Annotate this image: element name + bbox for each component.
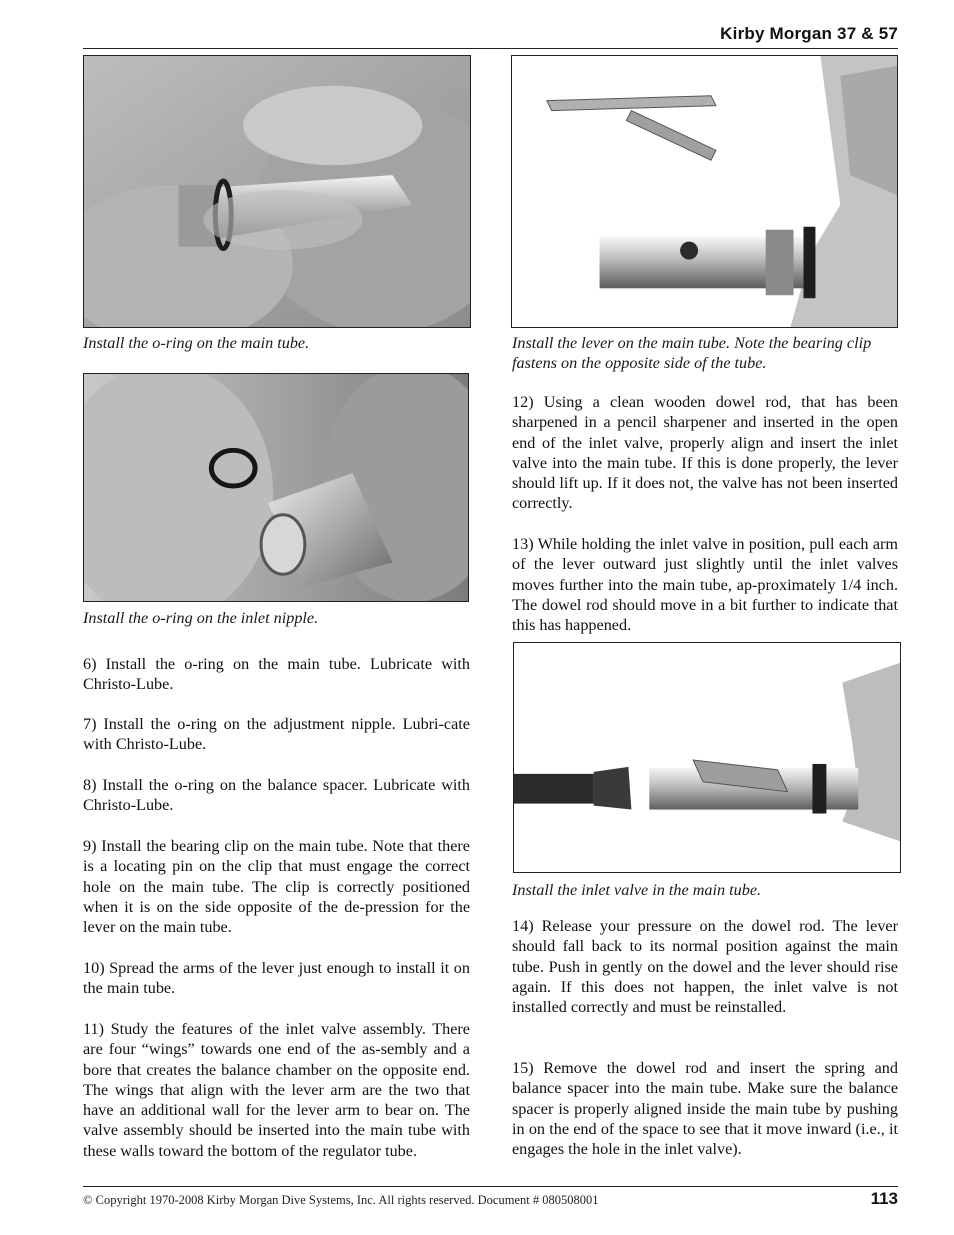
header-rule xyxy=(83,48,898,49)
step-9-text: 9) Install the bearing clip on the main tube. Note that there is a locating pin on the clip that must engage the correct hole on the main tube. The clip is correctly positioned when it is on the side opposite of the de-pression for the lever on the main tube. xyxy=(83,837,470,937)
footer-rule xyxy=(83,1186,898,1187)
photo2-caption: Install the o-ring on the inlet nipple. xyxy=(83,609,319,627)
step-10-text: 10) Spread the arms of the lever just enough to install it on the main tube. xyxy=(83,959,470,998)
photo-inlet-valve-main-tube xyxy=(513,642,901,873)
step-6-text: 6) Install the o-ring on the main tube. Lubricate with Christo-Lube. xyxy=(83,655,470,694)
step-14-text: 14) Release your pressure on the dowel rod. The lever should fall back to its normal position against the main tube. Push in gently on the dowel and the lever should rise again. If this does not happen, the inlet valve is not installed correctly and must be reinstalled. xyxy=(512,917,898,1017)
running-header-title: Kirby Morgan 37 & 57 xyxy=(720,24,898,43)
step-15-text: 15) Remove the dowel rod and insert the spring and balance spacer into the main tube. Make sure the balance spacer is properly aligned inside the main tube by pushing in on the end of the space to see that it move inward (i.e., it engages the hole in the inlet valve). xyxy=(512,1059,898,1159)
step-11-text: 11) Study the features of the inlet valve assembly. There are four “wings” towards one end of the as-sembly and a bore that creates the balance chamber on the opposite end. The wings that align with the lever arm are the two that have an additional wall for the lever arm to bear on. The valve assembly should be inserted into the main tube with these walls toward the bottom of the regulator tube. xyxy=(83,1020,470,1160)
step-7-text: 7) Install the o-ring on the adjustment nipple. Lubri-cate with Christo-Lube. xyxy=(83,715,470,754)
photo1-caption: Install the o-ring on the main tube. xyxy=(83,334,310,352)
step-12-text: 12) Using a clean wooden dowel rod, that has been sharpened in a pencil sharpener and inserted in the open end of the inlet valve, properly align and insert the inlet valve into the main tube. If this is done properly, the lever should lift up. If it does not, the valve has not been inserted correctly. xyxy=(512,393,898,513)
step-8-text: 8) Install the o-ring on the balance spacer. Lubricate with Christo-Lube. xyxy=(83,776,470,815)
step-13-text: 13) While holding the inlet valve in position, pull each arm of the lever outward just slightly until the inlet valves moves further into the main tube, ap-proximately 1/4 inch. The dowel rod should move in a bit further to indicate that this has happened. xyxy=(512,535,898,635)
page-number: 113 xyxy=(870,1189,898,1208)
photo-oring-inlet-nipple xyxy=(83,373,469,602)
photo-lever-main-tube xyxy=(511,55,898,328)
footer-copyright: © Copyright 1970-2008 Kirby Morgan Dive Systems, Inc. All rights reserved. Document # 080508001 xyxy=(83,1193,599,1207)
photo3-caption: Install the lever on the main tube. Note the bearing clip fastens on the opposite side of the tube. xyxy=(512,334,872,372)
photo4-caption: Install the inlet valve in the main tube. xyxy=(512,881,762,899)
photo-oring-main-tube xyxy=(83,55,471,328)
